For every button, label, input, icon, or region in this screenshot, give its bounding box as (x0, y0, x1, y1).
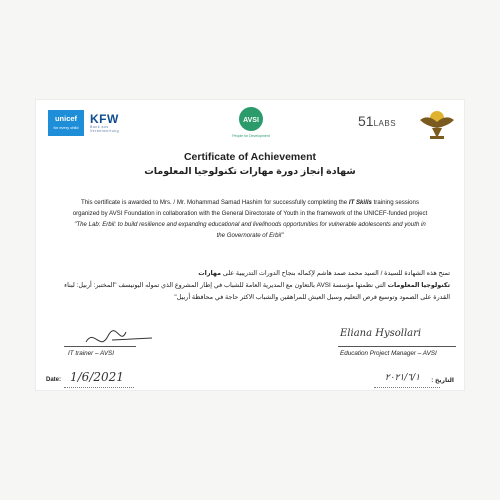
avsi-logo-icon (234, 106, 268, 134)
date-value-arabic: ٢٠٢١/٦/١ (384, 373, 420, 383)
eagle-emblem-icon (418, 106, 456, 142)
body-ar-line-2: تكنولوجيا المعلومات التي نظمتها مؤسسة AVSI بالتعاون مع المديرية العامة للشباب في إطار المشروع الذي تموله اليونيسف "المختبر: أربيل: لبناء (64, 282, 450, 289)
date-label-arabic: التاريخ : (431, 378, 454, 384)
certificate-body-english (50, 197, 450, 241)
unicef-logo-tagline: for every child (53, 125, 79, 130)
course-name: IT Skills (348, 199, 372, 206)
date-value: 1/6/2021 (70, 370, 124, 384)
trainer-role: IT trainer – AVSI (68, 350, 114, 357)
logo-bar (36, 106, 464, 140)
51labs-logo-text: LABS (373, 119, 397, 128)
unicef-logo-name: unicef (54, 114, 78, 123)
certificate-body-arabic (50, 268, 450, 304)
kfw-logo (90, 112, 130, 136)
manager-signature: Eliana Hysollari (340, 328, 422, 339)
unicef-logo (48, 110, 84, 136)
avsi-logo-name: AVSI (243, 117, 259, 124)
51labs-logo-number: 51 (358, 113, 374, 129)
date-line-left (64, 387, 134, 388)
kfw-logo-name: KFW (90, 112, 119, 126)
body-ar-line-3: القدرة على الصمود وتوسيع فرص التعليم وسبل العيش للمراهقين والشباب الاكثر حاجة في محافظة أربيل" (174, 294, 450, 301)
51labs-logo (358, 113, 406, 135)
body-en-line-3: "The Lab: Erbil: to build resilience and expanding educational and livelihoods opportunities for vulnerable adolescents and youth in (74, 221, 426, 228)
avsi-logo-tagline: People for Development (232, 134, 270, 138)
date-line-right (374, 387, 440, 388)
body-ar-line-1: تمنح هذه الشهادة للسيدة / السيد محمد صمد هاشم لإكماله بنجاح الدورات التدريبية على مهارات (198, 270, 450, 277)
avsi-logo (234, 106, 268, 140)
manager-role: Education Project Manager – AVSI (340, 350, 437, 357)
body-en-line-2: organized by AVSI Foundation in collaboration with the General Directorate of Youth in the framework of the UNICEF-funded project (72, 210, 428, 217)
body-en-line-1: This certificate is awarded to Mrs. / Mr. Mohammad Samad Hashim for successfully completing the IT Skills training sessions (80, 199, 419, 206)
signature-line-left (64, 346, 136, 347)
certificate-title-arabic: شهادة إنجاز دورة مهارات تكنولوجيا المعلومات (144, 166, 356, 177)
signature-line-right (338, 346, 456, 347)
certificate-title: Certificate of Achievement (183, 151, 317, 163)
body-en-line-4: the Governorate of Erbil" (216, 232, 284, 239)
kfw-logo-tagline: Bank aus Verantwortung (90, 125, 120, 133)
date-label: Date: (46, 377, 62, 383)
